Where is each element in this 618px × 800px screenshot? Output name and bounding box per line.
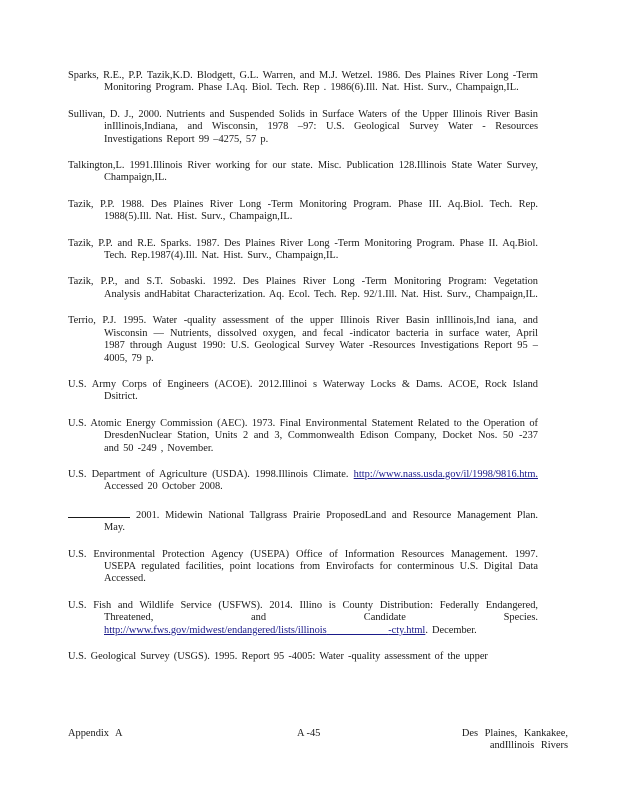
usfws-link-part-a[interactable]: http://www.fws.gov/midwest/endangered/lists/illinois: [104, 624, 327, 636]
usfws-species-link[interactable]: [104, 625, 425, 636]
reference-entry: U.S. Geological Survey (USGS). 1995. Report 95 -4005: Water -quality assessment of the upper: [68, 651, 488, 662]
repeated-author-rule: [68, 508, 130, 518]
reference-entry: U.S. Army Corps of Engineers (ACOE). 2012.Illinoi s Waterway Locks & Dams. ACOE, Rock Island Dsitrict.: [68, 378, 538, 403]
reference-text: 2001. Midewin National Tallgrass Prairie ProposedLand and Resource Management Plan. May.: [104, 509, 538, 534]
footer-section-line-2: andIllinois Rivers: [489, 740, 568, 752]
reference-list: [68, 70, 538, 677]
reference-entry: [68, 600, 538, 637]
reference-entry: U.S. Atomic Energy Commission (AEC). 1973. Final Environmental Statement Related to the Operation of DresdenNuclear Station, Units 2 and 3, Commonwealth Edison Company, Docket Nos. 50 -237 and 50 -249 , November.: [68, 417, 538, 454]
reference-entry: Talkington,L. 1991.Illinois River working for our state. Misc. Publication 128.Illinois State Water Survey, Champaign,IL.: [68, 160, 538, 184]
footer-page-number: A -45: [297, 728, 321, 739]
reference-entry: Sullivan, D. J., 2000. Nutrients and Suspended Solids in Surface Waters of the Upper Illinois River Basin inIllinois,Indiana, and Wisconsin, 1978 –97: U.S. Geological Survey Water - Resources Investigations Report 99 –4275, 57 p.: [68, 108, 538, 145]
footer-section-title: [462, 728, 568, 753]
reference-entry: [68, 469, 538, 494]
reference-entry: [68, 508, 538, 535]
reference-entry: Tazik, P.P., and S.T. Sobaski. 1992. Des Plaines River Long -Term Monitoring Program: Vegetation Analysis andHabitat Characterization. Aq. Ecol. Tech. Rep. 92/1.Ill. Nat. Hist. Surv., Champaign,IL.: [68, 276, 538, 300]
reference-entry: Sparks, R.E., P.P. Tazik,K.D. Blodgett, G.L. Warren, and M.J. Wetzel. 1986. Des Plaines River Long -Term Monitoring Program. Phase I.Aq. Biol. Tech. Rep . 1986(6).Ill. Nat. Hist. Surv., Champaign,IL.: [68, 70, 538, 94]
usda-climate-link[interactable]: http://www.nass.usda.gov/il/1998/9816.htm.: [353, 468, 538, 480]
footer-section-line-1: Des Plaines, Kankakee,: [461, 728, 568, 739]
reference-text: Accessed 20 October 2008.: [104, 481, 223, 493]
reference-text: U.S. Fish and Wildlife Service (USFWS). 2014. Illino is County Distribution: Federally Endangered, Threatened, and Candidate Species.: [68, 599, 538, 624]
reference-entry: Terrio, P.J. 1995. Water -quality assessment of the upper Illinois River Basin inIllinois,Ind iana, and Wisconsin — Nutrients, dissolved oxygen, and fecal -indicator bacteria in surface water, April 1987 through August 1990: U.S. Geological Survey Water -Resources Investigations Report 95 –4005, 79 p.: [68, 315, 538, 364]
page-footer: [68, 728, 568, 758]
reference-text: U.S. Department of Agriculture (USDA). 1998.Illinois Climate.: [68, 468, 349, 480]
reference-entry: U.S. Environmental Protection Agency (USEPA) Office of Information Resources Management. 1997. USEPA regulated facilities, point locations from Envirofacts for conterminous U.S. Digital Data Accessed.: [68, 548, 538, 585]
footer-appendix-label: Appendix A: [68, 728, 123, 739]
reference-entry: Tazik, P.P. and R.E. Sparks. 1987. Des Plaines River Long -Term Monitoring Program. Phase II. Aq.Biol. Tech. Rep.1987(4).Ill. Nat. Hist. Surv., Champaign,IL.: [68, 237, 538, 262]
usfws-link-part-b[interactable]: -cty.html: [388, 624, 426, 636]
reference-entry: Tazik, P.P. 1988. Des Plaines River Long -Term Monitoring Program. Phase III. Aq.Biol. Tech. Rep. 1988(5).Ill. Nat. Hist. Surv., Champaign,IL.: [68, 198, 538, 223]
reference-text: . December.: [425, 624, 477, 636]
